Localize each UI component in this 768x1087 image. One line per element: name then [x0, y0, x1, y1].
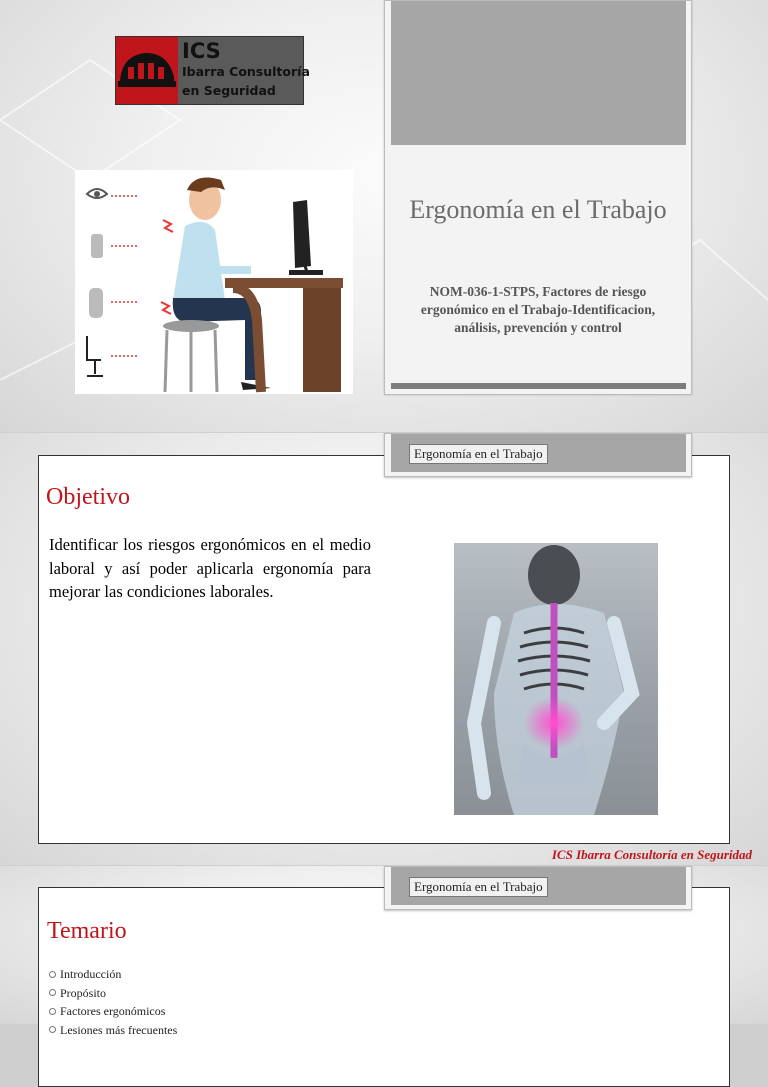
- slide-objetivo: [0, 433, 768, 865]
- pelvis-icon: [89, 288, 103, 318]
- panel-bottom-bar: [391, 383, 686, 389]
- eye-icon: [87, 189, 107, 198]
- panel-header-block: [391, 1, 686, 145]
- circle-bullet-icon: [49, 1026, 56, 1033]
- company-logo: [115, 36, 310, 105]
- logo-abbr: ICS: [182, 39, 221, 63]
- spine-pain-image: [454, 543, 658, 815]
- title-panel: [384, 0, 692, 395]
- slide-title: [0, 0, 768, 432]
- circle-bullet-icon: [49, 989, 56, 996]
- spine-icon: [91, 234, 103, 258]
- header-tab: [384, 866, 692, 910]
- footer-credit: ICS Ibarra Consultoría en Seguridad: [551, 847, 752, 862]
- slide-title-text: Ergonomía en el Trabajo: [409, 195, 667, 224]
- temario-list: [49, 965, 177, 1039]
- header-tab-label: Ergonomía en el Trabajo: [409, 444, 548, 464]
- slide-temario: [0, 866, 768, 1037]
- logo-line-1: Ibarra Consultoría: [182, 64, 310, 79]
- header-tab-label: Ergonomía en el Trabajo: [409, 877, 548, 897]
- circle-bullet-icon: [49, 1008, 56, 1015]
- helmet-icon: [116, 37, 178, 104]
- list-item: Lesiones más frecuentes: [49, 1021, 177, 1040]
- objective-text: Identificar los riesgos ergonómicos en el medio laboral y así poder aplicarla ergonomía para mejorar las condiciones laborales.: [49, 535, 371, 601]
- logo-line-2: en Seguridad: [182, 83, 276, 98]
- list-item: Introducción: [49, 965, 177, 984]
- ergonomic-posture-illustration: [75, 170, 353, 394]
- chair-icon: [87, 336, 103, 376]
- slide-subtitle-text: NOM-036-1-STPS, Factores de riesgo ergonómico en el Trabajo-Identificacion, análisis, prevención y control: [420, 284, 656, 335]
- section-title: Temario: [47, 918, 127, 944]
- section-title: Objetivo: [46, 484, 130, 510]
- list-item: Propósito: [49, 984, 177, 1003]
- header-tab: [384, 433, 692, 477]
- list-item: Factores ergonómicos: [49, 1002, 177, 1021]
- circle-bullet-icon: [49, 971, 56, 978]
